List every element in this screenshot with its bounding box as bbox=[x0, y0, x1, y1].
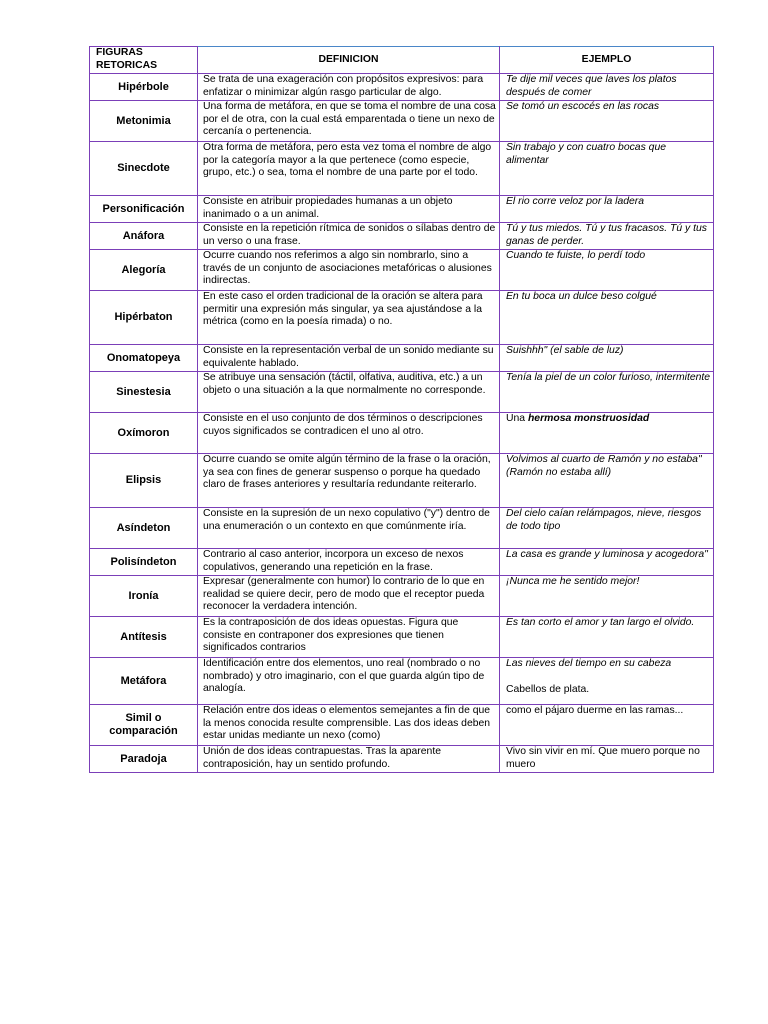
term-cell: Metonimia bbox=[90, 101, 198, 142]
table-row bbox=[90, 74, 714, 101]
term-cell: Polisíndeton bbox=[90, 549, 198, 576]
table-row bbox=[90, 291, 714, 345]
definition-cell: Es la contraposición de dos ideas opuestas. Figura que consiste en contraponer dos expresiones que tienen significados contrarios bbox=[198, 617, 500, 658]
example-cell: Te dije mil veces que laves los platos después de comer bbox=[500, 74, 714, 101]
table-row bbox=[90, 576, 714, 617]
example-cell bbox=[500, 413, 714, 454]
table-row bbox=[90, 142, 714, 196]
table-row bbox=[90, 549, 714, 576]
example-cell: Es tan corto el amor y tan largo el olvido. bbox=[500, 617, 714, 658]
example-cell: Tenía la piel de un color furioso, intermitente bbox=[500, 372, 714, 413]
table-row bbox=[90, 454, 714, 508]
table-row bbox=[90, 658, 714, 705]
term-cell: Oxímoron bbox=[90, 413, 198, 454]
term-cell: Asíndeton bbox=[90, 508, 198, 549]
definition-cell: Ocurre cuando nos referimos a algo sin nombrarlo, sino a través de un conjunto de asociaciones metafóricas o alusiones indirectas. bbox=[198, 250, 500, 291]
example-cell: ¡Nunca me he sentido mejor! bbox=[500, 576, 714, 617]
example-cell: Cuando te fuiste, lo perdí todo bbox=[500, 250, 714, 291]
term-cell: Onomatopeya bbox=[90, 345, 198, 372]
table-row bbox=[90, 345, 714, 372]
header-definition: DEFINICION bbox=[198, 47, 500, 74]
definition-cell: Se atribuye una sensación (táctil, olfativa, auditiva, etc.) a un objeto o una situación a la que normalmente no corresponde. bbox=[198, 372, 500, 413]
definition-cell: Expresar (generalmente con humor) lo contrario de lo que en realidad se quiere decir, pero de modo que el receptor pueda reconocer la verdadera intención. bbox=[198, 576, 500, 617]
term-cell: Sinecdote bbox=[90, 142, 198, 196]
table-row bbox=[90, 705, 714, 746]
term-cell: Metáfora bbox=[90, 658, 198, 705]
definition-cell: Identificación entre dos elementos, uno real (nombrado o no nombrado) y otro imaginario, con el que guarda algún tipo de analogía. bbox=[198, 658, 500, 705]
table-row bbox=[90, 508, 714, 549]
definition-cell: Consiste en el uso conjunto de dos términos o descripciones cuyos significados se contradicen el uno al otro. bbox=[198, 413, 500, 454]
definition-cell: Relación entre dos ideas o elementos semejantes a fin de que la menos conocida resulte comprensible. Las dos ideas deben estar unidas mediante un nexo (como) bbox=[198, 705, 500, 746]
example-cell bbox=[500, 658, 714, 705]
example-extra-line: Cabellos de plata. bbox=[506, 683, 590, 695]
example-cell: Volvimos al cuarto de Ramón y no estaba" (Ramón no estaba allí) bbox=[500, 454, 714, 508]
example-cell: como el pájaro duerme en las ramas... bbox=[500, 705, 714, 746]
term-cell: Antítesis bbox=[90, 617, 198, 658]
definition-cell: Otra forma de metáfora, pero esta vez toma el nombre de algo por la categoría mayor a la que pertenece (como especie, grupo, etc.) o sea, toma el nombre de una parte por el todo. bbox=[198, 142, 500, 196]
table-header-row bbox=[90, 47, 714, 74]
example-cell: Sin trabajo y con cuatro bocas que alimentar bbox=[500, 142, 714, 196]
definition-cell: Consiste en la representación verbal de un sonido mediante su equivalente hablado. bbox=[198, 345, 500, 372]
table-row bbox=[90, 746, 714, 773]
example-cell: Vivo sin vivir en mí. Que muero porque no muero bbox=[500, 746, 714, 773]
table-row bbox=[90, 372, 714, 413]
example-line: Las nieves del tiempo en su cabeza bbox=[506, 658, 672, 669]
term-cell: Hipérbaton bbox=[90, 291, 198, 345]
term-cell: Hipérbole bbox=[90, 74, 198, 101]
definition-cell: Ocurre cuando se omite algún término de la frase o la oración, ya sea con fines de generar suspenso o porque ha quedado claro de frases anteriores y resultaría redundante reiterarlo. bbox=[198, 454, 500, 508]
rhetorical-figures-table bbox=[89, 46, 714, 773]
example-prefix: Una bbox=[506, 413, 528, 424]
table-row bbox=[90, 250, 714, 291]
definition-cell: Consiste en la repetición rítmica de sonidos o sílabas dentro de un verso o una frase. bbox=[198, 223, 500, 250]
definition-cell: Una forma de metáfora, en que se toma el nombre de una cosa por el de otra, con la cual está emparentada o tiene un nexo de cercanía o pertenencia. bbox=[198, 101, 500, 142]
example-emphasis: hermosa monstruosidad bbox=[527, 413, 650, 424]
example-cell: El rio corre veloz por la ladera bbox=[500, 196, 714, 223]
term-cell: Anáfora bbox=[90, 223, 198, 250]
example-cell: En tu boca un dulce beso colgué bbox=[500, 291, 714, 345]
table-row bbox=[90, 617, 714, 658]
definition-cell: Unión de dos ideas contrapuestas. Tras la aparente contraposición, hay un sentido profundo. bbox=[198, 746, 500, 773]
term-cell: Paradoja bbox=[90, 746, 198, 773]
definition-cell: Se trata de una exageración con propósitos expresivos: para enfatizar o minimizar algún rasgo particular de algo. bbox=[198, 74, 500, 101]
header-term: FIGURAS RETORICAS bbox=[90, 47, 198, 74]
table-row bbox=[90, 223, 714, 250]
example-cell: Del cielo caían relámpagos, nieve, riesgos de todo tipo bbox=[500, 508, 714, 549]
table-row bbox=[90, 196, 714, 223]
table-row bbox=[90, 413, 714, 454]
table-row bbox=[90, 101, 714, 142]
term-cell: Alegoría bbox=[90, 250, 198, 291]
example-cell: Suishhh" (el sable de luz) bbox=[500, 345, 714, 372]
example-cell: Tú y tus miedos. Tú y tus fracasos. Tú y tus ganas de perder. bbox=[500, 223, 714, 250]
term-cell: Simil o comparación bbox=[90, 705, 198, 746]
definition-cell: Contrario al caso anterior, incorpora un exceso de nexos copulativos, generando una repetición en la frase. bbox=[198, 549, 500, 576]
term-cell: Personificación bbox=[90, 196, 198, 223]
example-cell: La casa es grande y luminosa y acogedora" bbox=[500, 549, 714, 576]
term-cell: Elipsis bbox=[90, 454, 198, 508]
definition-cell: Consiste en atribuir propiedades humanas a un objeto inanimado o a un animal. bbox=[198, 196, 500, 223]
definition-cell: Consiste en la supresión de un nexo copulativo ("y") dentro de una enumeración o un contexto en que comúnmente iría. bbox=[198, 508, 500, 549]
example-cell: Se tomó un escocés en las rocas bbox=[500, 101, 714, 142]
header-example: EJEMPLO bbox=[500, 47, 714, 74]
term-cell: Sinestesia bbox=[90, 372, 198, 413]
term-cell: Ironía bbox=[90, 576, 198, 617]
definition-cell: En este caso el orden tradicional de la oración se altera para permitir una expresión más singular, ya sea ajustándose a la métrica (como en la poesía rimada) o no. bbox=[198, 291, 500, 345]
